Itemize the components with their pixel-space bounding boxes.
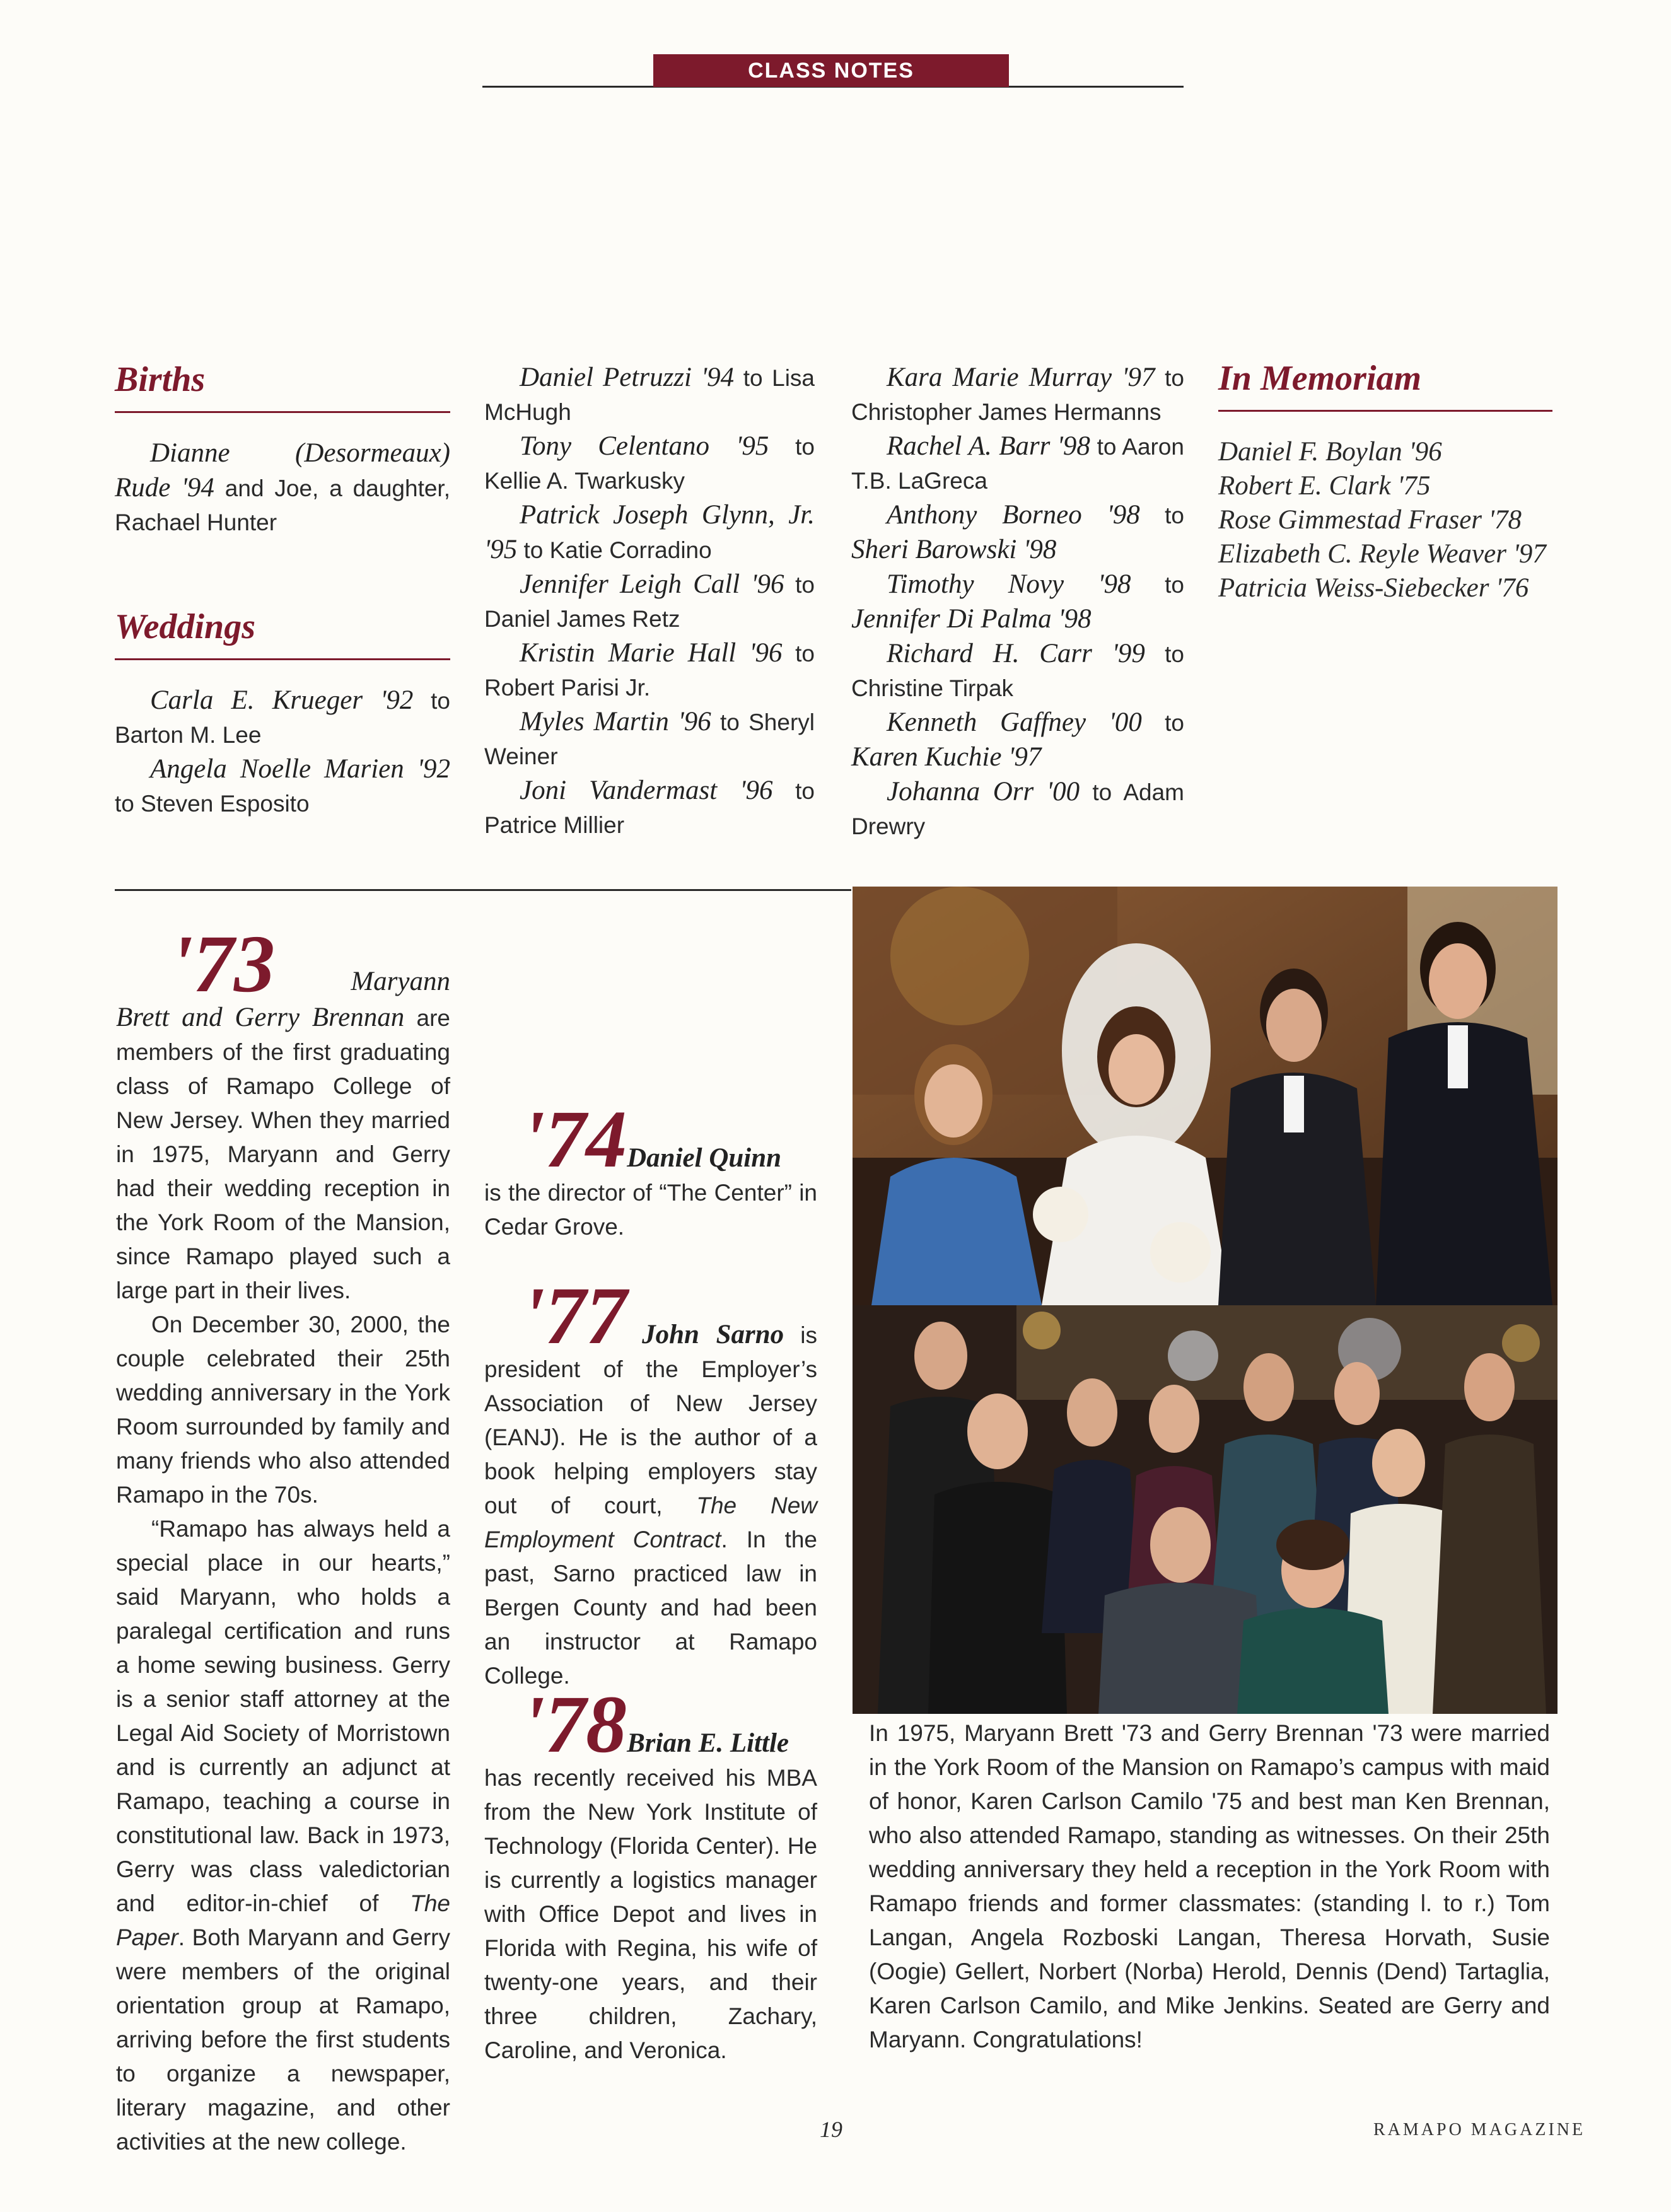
magazine-name: RAMAPO MAGAZINE [1373,2120,1586,2139]
memoriam-name: Patricia Weiss-Siebecker '76 [1218,573,1529,603]
year-77: '77 [522,1271,627,1361]
births-list [115,436,450,540]
birth-entry: Dianne (Desormeaux) Rude '94 and Joe, a daughter, Rachael Hunter [115,438,450,535]
weddings-title: Weddings [115,607,255,646]
anniversary-photo-2000 [853,1305,1557,1714]
wedding-entry: Timothy Novy '98 to Jennifer Di Palma '98 [851,569,1185,634]
note-73-p3: “Ramapo has always held a special place in our hearts,” said Maryann, who holds a paralegal certification and runs a home sewing business. Gerry is a senior staff attorney at the Legal Aid Society of Morristown and is currently an adjunct at Ramapo, teaching a course in constitutional law. Back in 1973, Gerry was class valedictorian and editor-in-chief of The Paper. Both Maryann and Gerry were members of the original orientation group at Ramapo, arriving before the first students to organize a newspaper, literary magazine, and other activities at the new college. [116,1516,450,2155]
weddings-rule [115,658,450,660]
wedding-entry: Angela Noelle Marien '92 to Steven Esposito [115,754,450,817]
note-77: '77 John Sarno is president of the Employer’s Association of New Jersey (EANJ). He is the author of a book helping employers stay out of court, The New Employment Contract. In the past, Sarno practiced law in Bergen County and had been an instructor at Ramapo College. [484,1271,817,1689]
wedding-entry: Kara Marie Murray '97 to Christopher James Hermanns [851,363,1184,425]
weddings-col-3 [851,361,1184,844]
page-number: 19 [820,2117,842,2142]
wedding-entry: Patrick Joseph Glynn, Jr. '95 to Katie Corradino [484,500,815,564]
memoriam-name: Elizabeth C. Reyle Weaver '97 [1218,539,1546,569]
note-73-p1: '73 Maryann Brett and Gerry Brennan are members of the first graduating class of Ramapo College of New Jersey. When they married in 1975, Maryann and Gerry had their wedding reception in the York Room of the Mansion, since Ramapo played such a large part in their lives. [116,919,450,1303]
photo-caption: In 1975, Maryann Brett '73 and Gerry Brennan '73 were married in the York Room of the Mansion on Ramapo’s campus with maid of honor, Karen Carlson Camilo '75 and best man Ken Brennan, who also attended Ramapo, standing as witnesses. On their 25th wedding anniversary they held a reception in the York Room with Ramapo friends and former classmates: (standing l. to r.) Tom Langan, Angela Rozboski Langan, Theresa Horvath, Susie (Oogie) Gellert, Norbert (Norba) Herold, Dennis (Dend) Tartaglia, Karen Carlson Camilo, and Mike Jenkins. Seated are Gerry and Maryann. Congratulations! [869,1720,1550,2052]
wedding-entry: Daniel Petruzzi '94 to Lisa McHugh [484,363,815,425]
anniversary-photo-illustration [853,1305,1557,1714]
wedding-photo-1975 [853,887,1557,1305]
section-label: CLASS NOTES [653,54,1009,87]
wedding-photo-illustration [853,887,1557,1305]
year-74: '74 [522,1094,627,1185]
note-73-p2: On December 30, 2000, the couple celebrated their 25th wedding anniversary in the York Room surrounded by family and many friends who also attended Ramapo in the 70s. [116,1312,450,1508]
wedding-entry: Rachel A. Barr '98 to Aaron T.B. LaGreca [851,431,1184,494]
wedding-entry: Carla E. Krueger '92 to Barton M. Lee [115,685,450,748]
births-title: Births [115,360,206,399]
memoriam-list [1218,435,1559,605]
wedding-entry: Anthony Borneo '98 to Sheri Barowski '98 [851,500,1184,564]
note-73 [116,919,450,2159]
memoriam-name: Robert E. Clark '75 [1218,471,1431,501]
section-divider [115,889,851,891]
weddings-col-2 [484,361,815,842]
wedding-entry: Jennifer Leigh Call '96 to Daniel James Retz [484,569,815,632]
note-74: '74Daniel Quinn is the director of “The Center” in Cedar Grove. [484,1094,817,1240]
wedding-entry: Tony Celentano '95 to Kellie A. Twarkusky [484,431,815,494]
wedding-entry: Johanna Orr '00 to Adam Drewry [851,777,1184,839]
wedding-entry: Kristin Marie Hall '96 to Robert Parisi Jr. [484,638,815,701]
memoriam-rule [1218,410,1552,412]
year-78: '78 [522,1679,627,1770]
births-rule [115,411,450,413]
memoriam-name: Rose Gimmestad Fraser '78 [1218,505,1522,535]
note-78: '78Brian E. Little has recently received his MBA from the New York Institute of Technology (Florida Center). He is currently a logistics manager with Office Depot and lives in Florida with Regina, his wife of twenty-one years, and their three children, Zachary, Caroline, and Veronica. [484,1679,817,2063]
wedding-entry: Richard H. Carr '99 to Christine Tirpak [851,639,1185,701]
wedding-entry: Myles Martin '96 to Sheryl Weiner [484,707,815,769]
memoriam-title: In Memoriam [1218,359,1422,398]
year-73: '73 [170,919,276,1010]
weddings-col-1 [115,684,450,821]
wedding-entry: Kenneth Gaffney '00 to Karen Kuchie '97 [851,707,1184,772]
wedding-entry: Joni Vandermast '96 to Patrice Millier [484,776,815,838]
memoriam-name: Daniel F. Boylan '96 [1218,437,1442,467]
